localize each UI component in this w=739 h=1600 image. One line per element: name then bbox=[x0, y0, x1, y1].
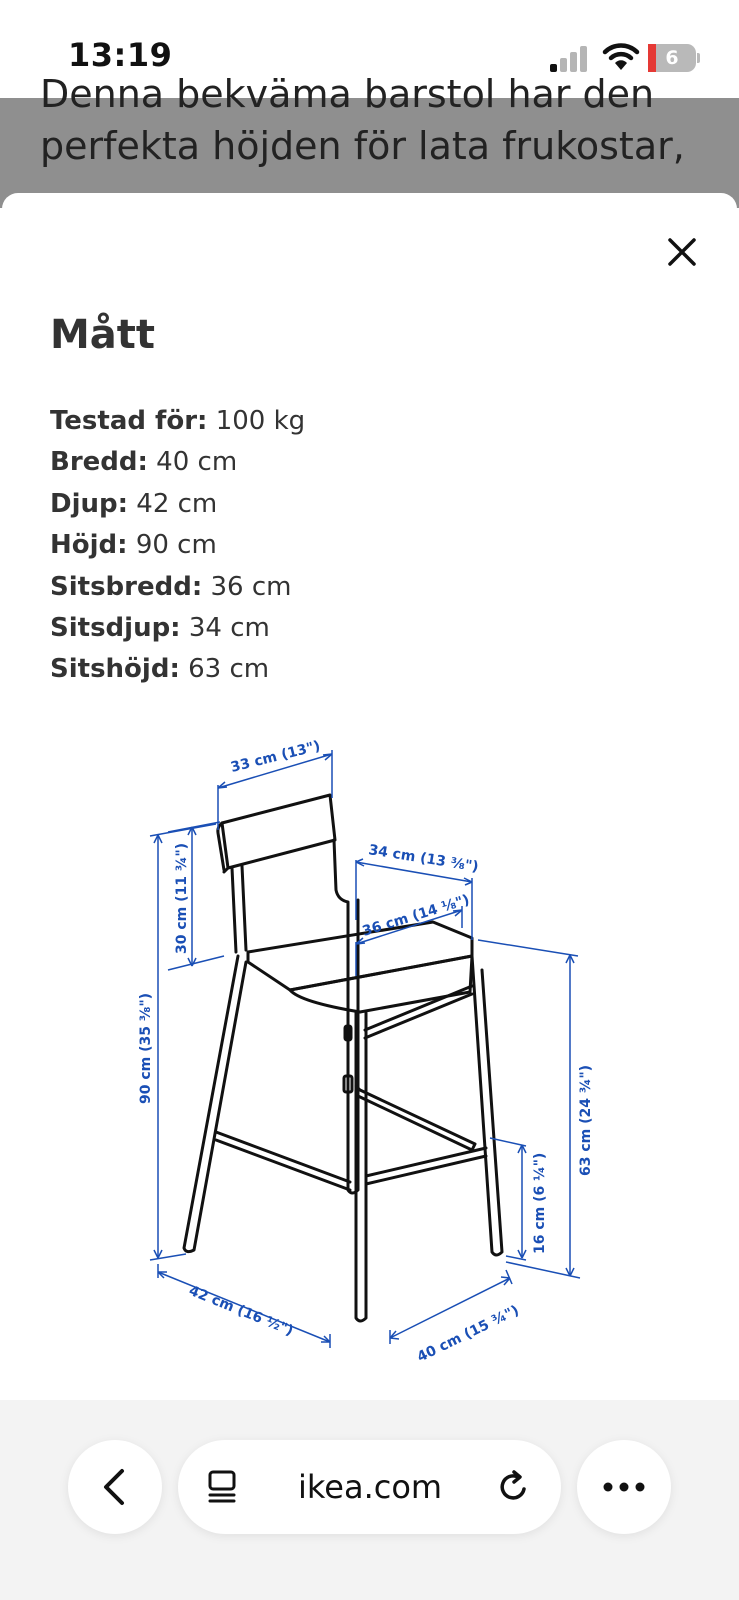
battery-level: 6 bbox=[665, 47, 679, 69]
spec-label: Sitshöjd: bbox=[50, 654, 180, 685]
label-backrest-width: 33 cm (13") bbox=[229, 738, 322, 776]
more-button[interactable] bbox=[577, 1440, 671, 1534]
label-seat-height: 63 cm (24 ¾") bbox=[578, 1064, 594, 1176]
label-width: 40 cm (15 ¾") bbox=[414, 1302, 522, 1366]
cellular-signal-icon bbox=[550, 46, 590, 72]
label-seat-depth: 34 cm (13 ⅜") bbox=[367, 842, 480, 876]
bar-stool-illustration bbox=[184, 795, 502, 1321]
spec-row-seat-depth bbox=[50, 608, 305, 649]
battery-icon bbox=[648, 44, 700, 72]
page-title: Mått bbox=[50, 312, 156, 358]
back-button[interactable] bbox=[68, 1440, 162, 1534]
label-depth: 42 cm (16 ½") bbox=[186, 1282, 296, 1340]
dimension-diagram bbox=[120, 730, 620, 1370]
label-backrest-height: 30 cm (11 ¾") bbox=[174, 842, 190, 954]
spec-value: 34 cm bbox=[188, 612, 270, 643]
tabs-icon bbox=[206, 1470, 240, 1504]
spec-value: 100 kg bbox=[215, 406, 306, 436]
spec-row-width bbox=[50, 442, 305, 483]
spec-label: Sitsdjup: bbox=[50, 612, 181, 643]
more-icon bbox=[602, 1480, 646, 1494]
url-text: ikea.com bbox=[298, 1468, 443, 1506]
reload-icon[interactable] bbox=[496, 1469, 532, 1505]
spec-value: 90 cm bbox=[135, 530, 217, 561]
close-icon[interactable] bbox=[660, 230, 704, 274]
spec-list bbox=[50, 401, 305, 691]
spec-row-seat-height bbox=[50, 649, 305, 690]
label-seat-width: 36 cm (14 ⅛") bbox=[360, 892, 472, 940]
backdrop-partial-line: Denna bekväma barstol har den bbox=[40, 72, 655, 116]
label-total-height: 90 cm (35 ⅜") bbox=[138, 992, 154, 1104]
address-bar[interactable] bbox=[178, 1440, 561, 1534]
spec-value: 63 cm bbox=[188, 654, 270, 685]
status-time: 13:19 bbox=[68, 36, 173, 74]
spec-label: Sitsbredd: bbox=[50, 571, 203, 602]
spec-label: Testad för: bbox=[50, 406, 208, 436]
spec-row-depth bbox=[50, 484, 305, 525]
label-footrest-height: 16 cm (6 ¼") bbox=[532, 1152, 548, 1254]
back-chevron-icon bbox=[100, 1468, 130, 1506]
spec-label: Höjd: bbox=[50, 530, 128, 561]
backdrop-text: perfekta höjden för lata frukostar, bbox=[40, 124, 685, 168]
wifi-icon bbox=[603, 42, 639, 72]
spec-row-seat-width bbox=[50, 567, 305, 608]
spec-label: Djup: bbox=[50, 488, 129, 519]
page-backdrop[interactable] bbox=[0, 72, 739, 208]
spec-value: 40 cm bbox=[156, 447, 238, 478]
spec-row-tested-for bbox=[50, 401, 305, 442]
spec-label: Bredd: bbox=[50, 447, 148, 478]
spec-value: 42 cm bbox=[136, 488, 218, 519]
spec-value: 36 cm bbox=[210, 571, 292, 602]
spec-row-height bbox=[50, 525, 305, 566]
